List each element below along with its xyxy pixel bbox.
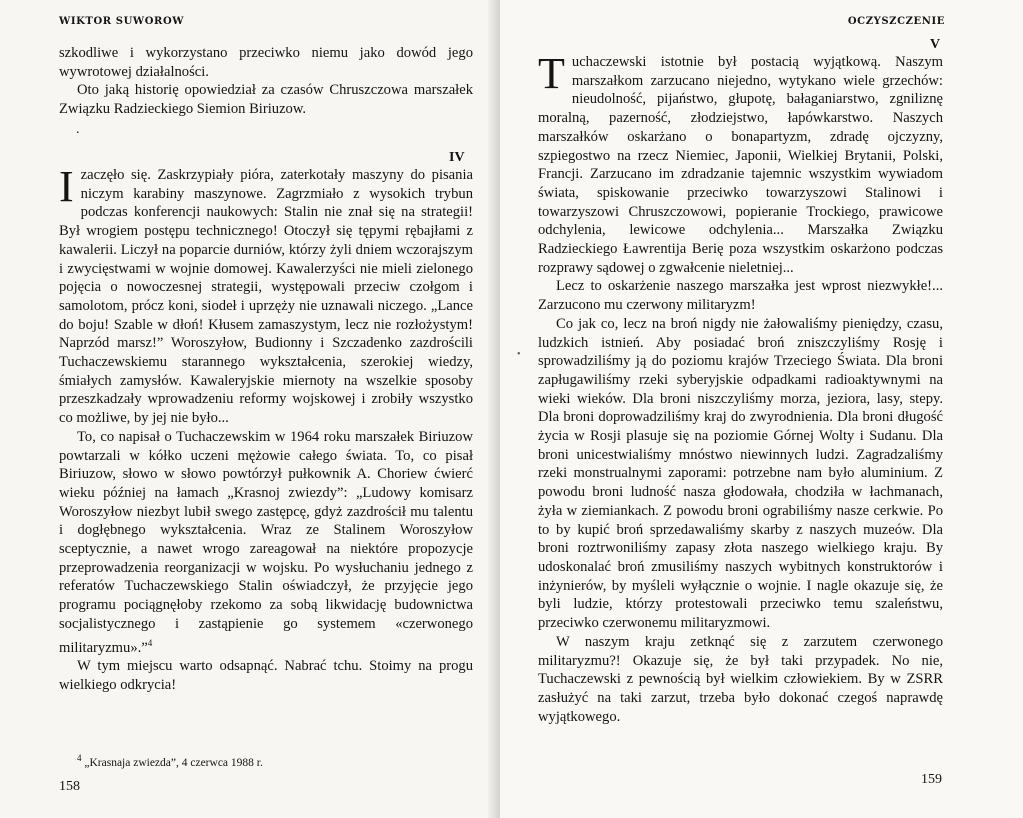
paragraph: Oto jaką historię opowiedział za czasów Chruszczowa marszałek Związku Radzieckiego Siemion Biriuzow. — [59, 82, 473, 118]
page-number-right: 159 — [921, 772, 942, 787]
section-number: V — [930, 37, 941, 52]
drop-cap: T — [538, 49, 565, 98]
paragraph-text: zaczęło się. Zaskrzypiały pióra, zaterkotały maszyny do pisania niczym karabiny maszynowe. Zagrzmiało z wysokich trybun podczas konferencji naukowych: Stalin nie znał się na strategii! Był wrogiem postępu technicznego! Otoczył się tępymi rębajłami z kawalerii. Liczył na poparcie durniów, którzy żyli dniem wczorajszym i zwycięstwami w wojnie domowej. Kawalerzyści nie mieli zielonego pojęcia o nowoczesnej strategii, występowali przeciw czołgom i samolotom, prócz koni, siodeł i uprzęży nie uznawali niczego. „Lance do boju! Szable w dłoń! Kłusem zamaszystym, lecz nie rozłożystym! Naprzód marsz!” Woroszyłow, Budionny i Szczadenko zazdrościli Tuchaczewskiemu starannego wykształcenia, szerokiej wiedzy, śmiałych zamysłów. Kawaleryjskie miernoty na wszelkie sposoby przeszkadzały wprowadzeniu reformy wojskowej i zrobiły wszystko co możliwe, by jej nie było... — [59, 167, 473, 427]
drop-cap: I — [59, 162, 74, 211]
left-page — [0, 0, 500, 818]
margin-mark: • — [517, 349, 521, 360]
paragraph: szkodliwe i wykorzystano przeciwko niemu jako dowód jego wywrotowej działalności. — [59, 45, 473, 80]
separator-dot: . — [76, 122, 80, 137]
paragraph — [59, 428, 473, 657]
paragraph: Lecz to oskarżenie naszego marszałka jest wprost niezwykłe!... Zarzucono mu czerwony militaryzm! — [538, 278, 943, 314]
left-top-text — [59, 44, 473, 119]
footnote — [77, 753, 263, 769]
footnote-marker: 4 — [77, 753, 82, 763]
section-number: IV — [449, 150, 465, 165]
paragraph — [538, 49, 943, 277]
paragraph-text: To, co napisał o Tuchaczewskim w 1964 roku marszałek Biriuzow powtarzali w kółko uczeni mężowie całego świata. To, co pisał Biriuzow, słowo w słowo powtórzył pułkownik A. Choriew ćwierć wieku później na łamach „Krasnoj zwiezdy”: „Ludowy komisarz Woroszyłow niezbyt lubił swego zastępcę, gdyż zazdrościł mu talentu i dogłębnego wykształcenia. Wraz ze Stalinem Woroszyłow sceptycznie, a nawet wrogo zareagował na niektóre propozycje przeprowadzenia reorganizacji w wojsku. Po wysłuchaniu jednego z referatów Tuchaczewskiego Stalin oświadczył, że przyjęcie jego programu pociągnęłoby rzekomo za sobą likwidację budownictwa socjalistycznego i zastąpienie go systemem «czerwonego militaryzmu».” — [59, 428, 473, 656]
left-section-text — [59, 162, 473, 695]
paragraph: Co jak co, lecz na broń nigdy nie żałowaliśmy pieniędzy, czasu, ludzkich istnień. Aby posiadać broń zniszczyliśmy Rosję i sprowadziliśmy ją do poziomu krajów Trzeciego Świata. Dla broni zapługawiliśmy rzeki syberyjskie odpadkami radioaktywnymi na wieki wieków. Dla broni niszczyliśmy morza, jeziora, lasy, stepy. Dla broni doprowadziliśmy kraj do zwyrodnienia. Dla broni długość życia w Rosji plasuje się na poziomie Górnej Wolty i Sudanu. Dla broni unicestwialiśmy mnóstwo niewinnych ludzi. Zagradzaliśmy rzeki monstrualnymi zaporami: potrzebne nam było aluminium. Z powodu broni ludność nasza głodowała, chodziła w łachmanach, żyła w ziemiankach. Z powodu broni ograbiliśmy nasze cerkwie. Po to by kupić broń sprzedawaliśmy skarby z naszych muzeów. Dla broni roztrwoniliśmy zapasy złota naszego wielkiego kraju. By udoskonalać broń zmusiliśmy naszych wybitnych konstruktorów i inżynierów, by myśleli wyłącznie o wojnie. I nagle okazuje się, że byli ludzie, którzy protestowali przeciwko temu szaleństwu, przeciwko czerwonemu militaryzmowi. — [538, 315, 943, 632]
footnote-ref: 4 — [147, 637, 153, 648]
footnote-text: „Krasnaja zwiezda”, 4 czerwca 1988 r. — [84, 756, 263, 769]
paragraph-text: uchaczewski istotnie był postacią wyjątkową. Naszym marszałkom zarzucano niejedno, wytykano wiele grzechów: nieudolność, pijaństwo, głupotę, bałaganiarstwo, zgniliznę moralną, pazerność, złodziejstwo, łapówkarstwo. Naszych marszałków oskarżano o bonapartyzm, zdradę ojczyzny, szpiegostwo na rzecz Niemiec, Japonii, Wielkiej Brytanii, Polski, Francji. Zarzucano im zdradzanie tajemnic wszystkim wywiadom świata, spiskowanie przeciwko towarzyszowi Stalinowi i towarzyszowi Chruszczowowi, popieranie Trockiego, prawicowe odchylenia, lewicowe odchylenia... Marszałka Związku Radzieckiego Ławrentija Berię poza wszystkim oskarżono podczas rozprawy sądowej o zgwałcenie nieletniej... — [538, 54, 943, 276]
paragraph: W tym miejscu warto odsapnąć. Nabrać tchu. Stoimy na progu wielkiego odkrycia! — [59, 658, 473, 693]
page-number-left: 158 — [59, 779, 80, 794]
right-section-text — [538, 49, 943, 726]
running-head-right: OCZYSZCZENIE — [847, 16, 945, 27]
running-head-left: WIKTOR SUWOROW — [59, 16, 185, 27]
paragraph: W naszym kraju zetknąć się z zarzutem czerwonego militaryzmu?! Okazuje się, że był taki przypadek. No nie, Tuchaczewski z pewnością był wielkim człowiekiem. By w ZSRR zasłużyć na taki zarzut, trzeba było dokonać czegoś naprawdę wyjątkowego. — [538, 633, 943, 725]
paragraph — [59, 162, 473, 428]
